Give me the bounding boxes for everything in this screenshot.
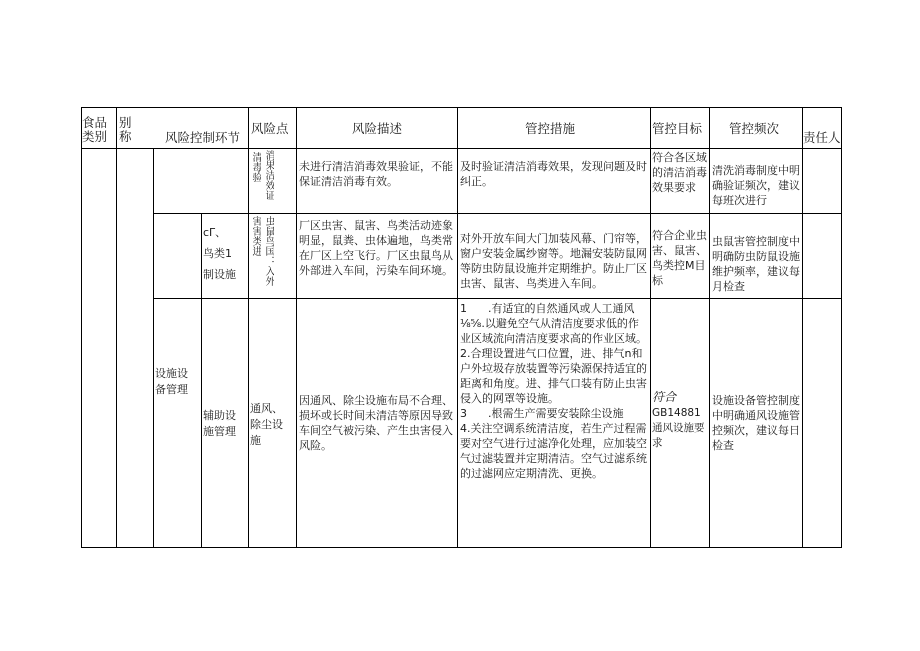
row2-control-measures: 对外开放车间大门加装风幕、门帘等，窗户安装金属纱窗等。地漏安装防鼠网等防虫防鼠设施并定期维护。防止厂区虫害、鼠害、鸟类进入车间。 xyxy=(460,232,647,290)
header-control-link: 风险控制环节 xyxy=(165,131,241,145)
row1-risk-point-b: 消果洁效证 xyxy=(263,150,274,200)
row1-control-measures: 及时验证清洁消毒效果，发现问题及时纠正。 xyxy=(460,160,647,188)
header-food-category: 食品 类别 xyxy=(82,116,108,144)
row2-control-frequency: 虫鼠害管控制度中明确防虫防鼠设施维护频率，建议每月检查 xyxy=(712,235,800,293)
row3-risk-description: 因通风、除尘设施布局不合理、损坏或长时间未清洁等原因导致车间空气被污染、产生虫害侵入风险。 xyxy=(299,394,453,452)
header-responsible-person: 责任人 xyxy=(803,131,841,145)
header-control-target: 管控目标 xyxy=(652,122,703,136)
row3-risk-point: 通风、 除尘设 施 xyxy=(250,402,283,447)
header-risk-description: 风险描述 xyxy=(352,122,403,136)
row3-control-measures xyxy=(460,301,649,481)
row2-risk-point-b: 虫鼠鸟国：入外 xyxy=(263,216,274,286)
row1-control-target: 符合各区域的清洁消毒效果要求 xyxy=(652,151,707,194)
measure-item: 3 .根需生产需要安装除尘设施 xyxy=(460,407,624,420)
header-control-measures: 管控措施 xyxy=(525,122,576,136)
measure-item: 2.合理设置进气口位置，进、排气n和户外垃圾存放装置等污染源保持适宜的距离和角度。进、排气口装有防止虫害侵入的网罩等设施。 xyxy=(460,347,647,405)
header-risk-point: 风险点 xyxy=(251,122,289,136)
row3-control-frequency: 设施设备管控制度中明确通风设施管控频次，建议每日检查 xyxy=(712,394,800,452)
row2-control-target: 符合企业虫害、鼠害、鸟类控M目标 xyxy=(652,229,707,287)
row1-risk-description: 未进行清洁消毒效果验证，不能保证清洁消毒有效。 xyxy=(299,160,453,188)
row3-control-target-b: GB14881通风设施要求 xyxy=(652,407,705,449)
header-control-frequency: 管控频次 xyxy=(729,122,780,136)
row1-control-frequency: 清洗消毒制度中明确验证频次，建议每班次进行 xyxy=(712,164,800,207)
measure-item: 4.关注空调系统清洁度，若生产过程需要对空气进行过滤净化处理，应加装空气过滤装置并定期清洁。空气过滤系统的过滤网应定期清洗、更换。 xyxy=(460,422,647,480)
row2-risk-description: 厂区虫害、鼠害、鸟类活动迹象明显，鼠粪、虫体遍地，鸟类常在厂区上空飞行。厂区虫鼠鸟从外部进入车间，污染车间环境。 xyxy=(299,219,453,277)
row3-sub-link: 辅助设 施管理 xyxy=(203,409,236,438)
main-group-label: 设施设 备管理 xyxy=(155,367,188,396)
measure-item: 1 .有适宜的自然通风或人工通风⅛⅝.以避免空气从清洁度要求低的作业区域流向清洁度要求高的作业区域。 xyxy=(460,302,647,345)
header-alias: 别 称 xyxy=(119,116,132,144)
row1-risk-point-a: 清毒验 xyxy=(250,152,261,182)
row2-sub-link: cΓ、 鸟类1 制设施 xyxy=(203,226,236,281)
row2-risk-point-a: 害害类进 xyxy=(250,216,261,256)
row3-control-target-a: 符合 xyxy=(652,390,677,404)
